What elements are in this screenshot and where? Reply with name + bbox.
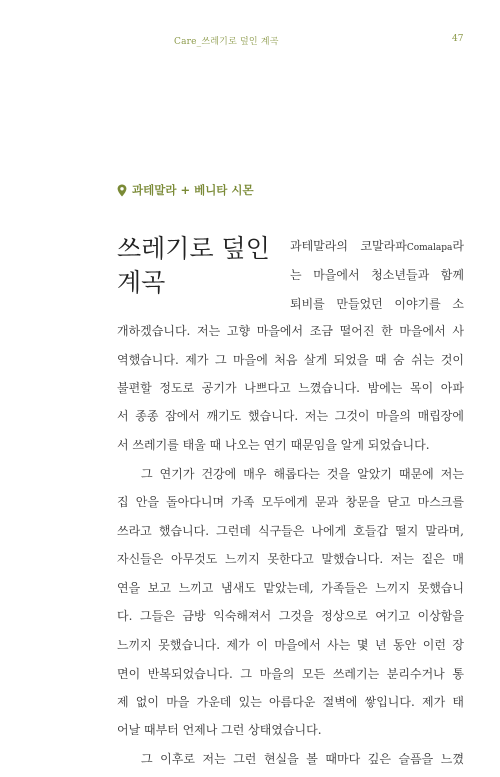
running-head-title: Care_쓰레기로 덮인 계곡 — [174, 37, 279, 47]
body-line: 다. 그들은 금방 익숙해져서 그것을 정상으로 여기고 이상함을 — [117, 609, 464, 623]
body-line: 역했습니다. 제가 그 마을에 처음 살게 되었을 때 숨 쉬는 것이 — [117, 353, 464, 367]
map-pin-icon — [117, 184, 127, 197]
body-line: 서 종종 잠에서 깨기도 했습니다. 저는 그것이 마을의 매립장에 — [117, 409, 464, 423]
body-line: 그 이후로 저는 그런 현실을 볼 때마다 깊은 슬픔을 느꼈 — [141, 752, 464, 766]
body-line: 퇴비를 만들었던 이야기를 소 — [290, 297, 464, 311]
body-line: 집 안을 돌아다니며 가족 모두에게 문과 창문을 닫고 마스크를 — [117, 495, 464, 509]
body-line: 자신들은 아무것도 느끼지 못한다고 말했습니다. 저는 짙은 매 — [117, 552, 464, 566]
body-line: 제 없이 마을 가운데 있는 아름다운 절벽에 쌓입니다. 제가 태 — [117, 695, 464, 709]
body-line: 는 마을에서 청소년들과 함께 — [290, 268, 464, 282]
page-number: 47 — [452, 34, 464, 44]
body-line: 연을 보고 느끼고 냄새도 맡았는데, 가족들은 느끼지 못했습니 — [117, 581, 464, 595]
body-line: 그 연기가 건강에 매우 해롭다는 것을 알았기 때문에 저는 — [141, 467, 464, 481]
body-line: 개하겠습니다. 저는 고향 마을에서 조금 떨어진 한 마을에서 사 — [117, 324, 464, 338]
body-line: 과테말라의 코말라파Comalapa라 — [290, 239, 464, 253]
location-text: 과테말라 + 베니타 시몬 — [132, 183, 254, 197]
body-line: 쓰라고 했습니다. 그런데 식구들은 나에게 호들갑 떨지 말라며, — [117, 524, 464, 538]
body-line: 어날 때부터 언제나 그런 상태였습니다. — [117, 723, 322, 737]
body-line: 면이 반복되었습니다. 그 마을의 모든 쓰레기는 분리수거나 통 — [117, 667, 464, 681]
body-line: 불편할 정도로 공기가 나쁘다고 느꼈습니다. 밤에는 목이 아파 — [117, 381, 464, 395]
location-label — [117, 182, 254, 198]
body-line: 서 쓰레기를 태울 때 나오는 연기 때문임을 알게 되었습니다. — [117, 438, 430, 452]
chapter-title: 쓰레기로 덮인 계곡 — [117, 234, 270, 297]
body-line: 느끼지 못했습니다. 제가 이 마을에서 사는 몇 년 동안 이런 장 — [117, 638, 464, 652]
running-head — [0, 34, 500, 48]
